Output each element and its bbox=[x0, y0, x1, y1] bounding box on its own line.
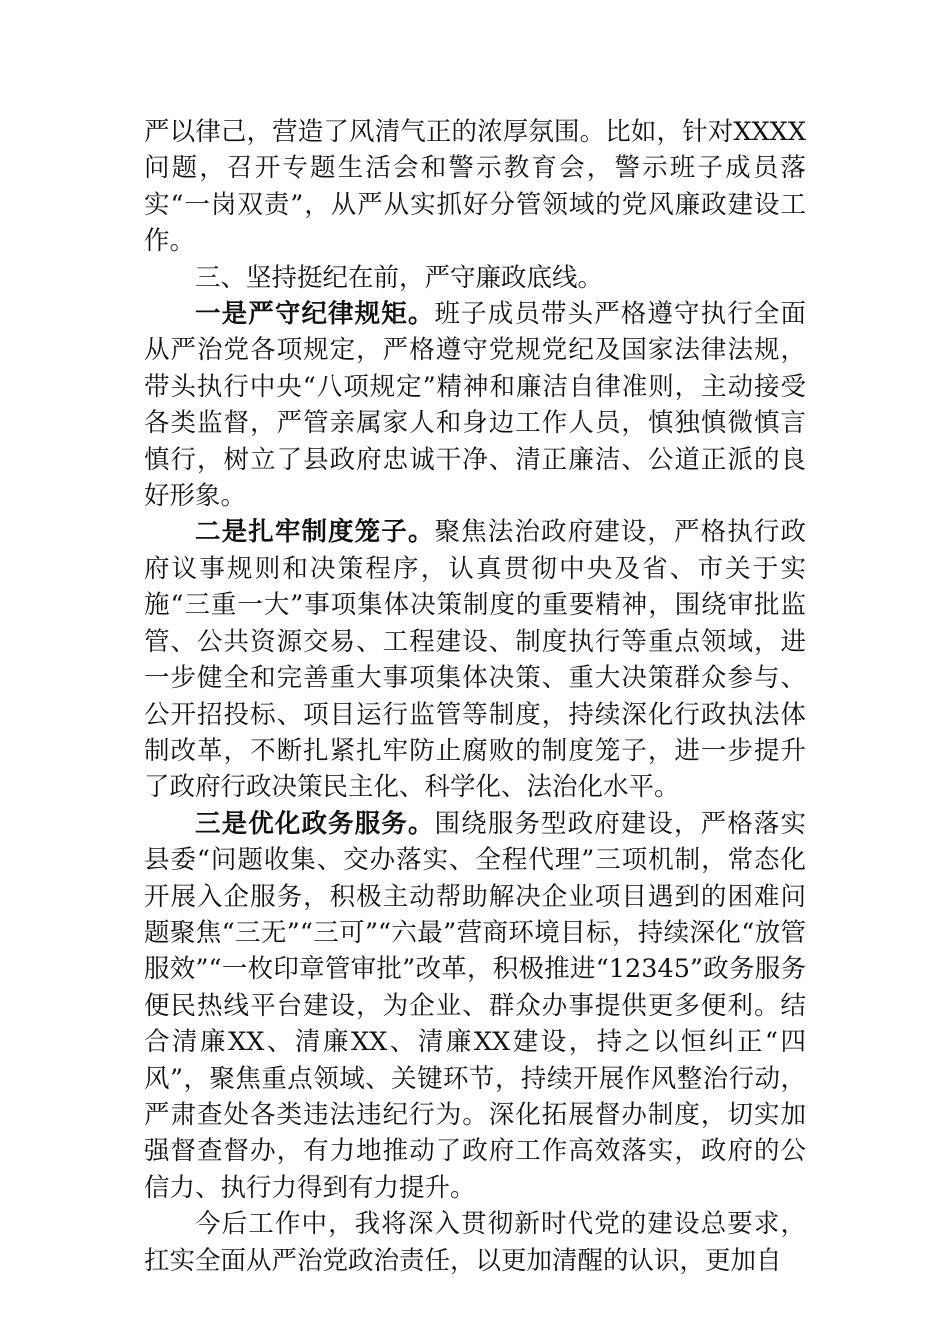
paragraph-lead-heading: 二是扎牢制度笼子。 bbox=[195, 517, 435, 548]
paragraph-institution-cage bbox=[144, 514, 806, 805]
paragraph-future-work bbox=[144, 1206, 806, 1279]
paragraph-government-services bbox=[144, 806, 806, 1206]
paragraph-text: 班子成员带头严格遵守执行全面从严治党各项规定，严格遵守党规党纪及国家法律法规，带头执行中央“八项规定”精神和廉洁自律准则，主动接受各类监督，严管亲属家人和身边工作人员，慎独慎微慎言慎行，树立了县政府忠诚干净、清正廉洁、公道正派的良好形象。 bbox=[144, 299, 806, 512]
paragraph-lead-heading: 一是严守纪律规矩。 bbox=[195, 299, 435, 330]
paragraph-discipline-rules bbox=[144, 296, 806, 514]
document-page bbox=[144, 114, 806, 1279]
paragraph-text: 聚焦法治政府建设，严格执行政府议事规则和决策程序，认真贯彻中央及省、市关于实施“三重一大”事项集体决策制度的重要精神，围绕审批监管、公共资源交易、工程建设、制度执行等重点领域，进一步健全和完善重大事项集体决策、重大决策群众参与、公开招投标、项目运行监管等制度，持续深化行政执法体制改革，不断扎紧扎牢防止腐败的制度笼子，进一步提升了政府行政决策民主化、科学化、法治化水平。 bbox=[144, 517, 806, 803]
section-heading-three bbox=[144, 260, 806, 296]
paragraph-text: 今后工作中，我将深入贯彻新时代党的建设总要求，扛实全面从严治党政治责任，以更加清醒的认识，更加自 bbox=[144, 1209, 806, 1276]
paragraph-text: 三、坚持挺纪在前，严守廉政底线。 bbox=[195, 262, 604, 293]
paragraph-text: 围绕服务型政府建设，严格落实县委“问题收集、交办落实、全程代理”三项机制，常态化开展入企服务，积极主动帮助解决企业项目遇到的困难问题聚焦“三无”“三可”“六最”营商环境目标，持续深化“放管服效”“一枚印章管审批”改革，积极推进“12345”政务服务便民热线平台建设，为企业、群众办事提供更多便利。结合清廉XX、清廉XX、清廉XX建设，持之以恒纠正“四风”，聚焦重点领域、关键环节，持续开展作风整治行动，严肃查处各类违法违纪行为。深化拓展督办制度，切实加强督查督办，有力地推动了政府工作高效落实，政府的公信力、执行力得到有力提升。 bbox=[144, 808, 806, 1203]
paragraph-continuation bbox=[144, 114, 806, 260]
paragraph-text: 严以律己，营造了风清气正的浓厚氛围。比如，针对XXXX问题，召开专题生活会和警示教育会，警示班子成员落实“一岗双责”，从严从实抓好分管领域的党风廉政建设工作。 bbox=[144, 117, 806, 257]
paragraph-lead-heading: 三是优化政务服务。 bbox=[195, 808, 435, 839]
